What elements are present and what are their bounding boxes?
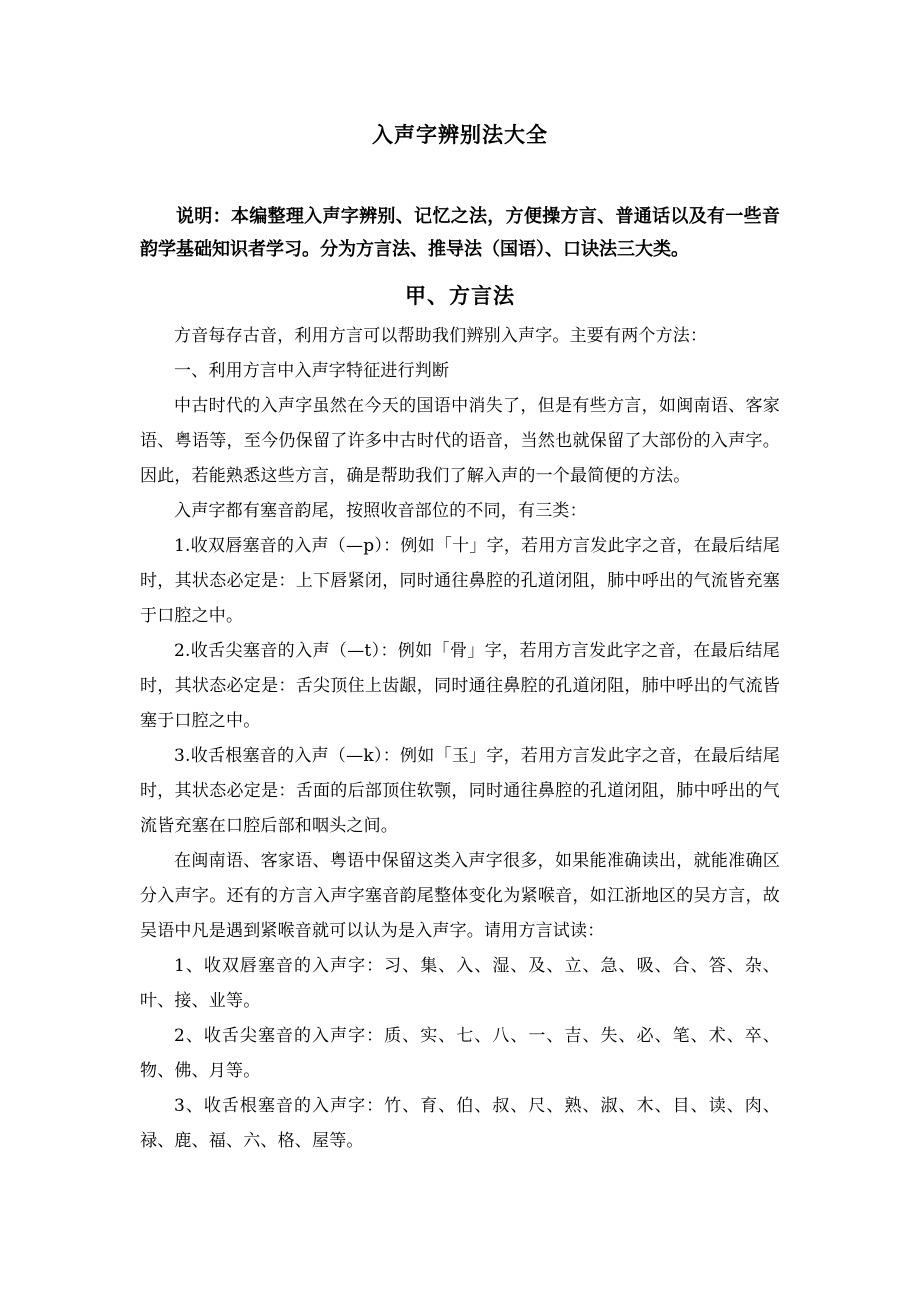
paragraph: 入声字都有塞音韵尾，按照收音部位的不同，有三类：	[174, 501, 587, 521]
paragraph: 1.收双唇塞音的入声（—p）：例如「十」字，若用方言发此字之音，在最后结尾时，其状态必定是：上下唇紧闭，同时通往鼻腔的孔道闭阻，肺中呼出的气流皆充塞于口腔之中。	[140, 536, 780, 626]
paragraph: 一、利用方言中入声字特征进行判断	[174, 361, 450, 381]
paragraph: 3、收舌根塞音的入声字：竹、育、伯、叔、尺、熟、淑、木、目、读、肉、禄、鹿、福、六、格、屋等。	[140, 1096, 780, 1151]
paragraph: 3.收舌根塞音的入声（—k）：例如「玉」字，若用方言发此字之音，在最后结尾时，其状态必定是：舌面的后部顶住软颚，同时通往鼻腔的孔道闭阻，肺中呼出的气流皆充塞在口腔后部和咽头之间。	[140, 746, 780, 836]
document-title: 入声字辨别法大全	[372, 123, 548, 147]
section-heading: 甲、方言法	[405, 284, 515, 308]
paragraph: 方音每存古音，利用方言可以帮助我们辨别入声字。主要有两个方法：	[174, 326, 708, 346]
paragraph: 2.收舌尖塞音的入声（—t）：例如「骨」字，若用方言发此字之音，在最后结尾时，其状态必定是：舌尖顶住上齿龈，同时通往鼻腔的孔道闭阻，肺中呼出的气流皆塞于口腔之中。	[140, 641, 780, 731]
intro-note: 说明：本编整理入声字辨别、记忆之法，方便操方言、普通话以及有一些音韵学基础知识者学习。分为方言法、推导法（国语）、口诀法三大类。	[140, 206, 780, 260]
paragraph: 2、收舌尖塞音的入声字：质、实、七、八、一、吉、失、必、笔、术、卒、物、佛、月等。	[140, 1026, 780, 1081]
paragraph: 中古时代的入声字虽然在今天的国语中消失了，但是有些方言，如闽南语、客家语、粤语等，至今仍保留了许多中古时代的语音，当然也就保留了大部份的入声字。因此，若能熟悉这些方言，确是帮助我们了解入声的一个最简便的方法。	[140, 396, 780, 486]
paragraph: 1、收双唇塞音的入声字：习、集、入、湿、及、立、急、吸、合、答、杂、叶、接、业等。	[140, 956, 780, 1011]
paragraph: 在闽南语、客家语、粤语中保留这类入声字很多，如果能准确读出，就能准确区分入声字。还有的方言入声字塞音韵尾整体变化为紧喉音，如江浙地区的吴方言，故吴语中凡是遇到紧喉音就可以认为是入声字。请用方言试读：	[140, 851, 780, 941]
body-text	[140, 319, 780, 1159]
